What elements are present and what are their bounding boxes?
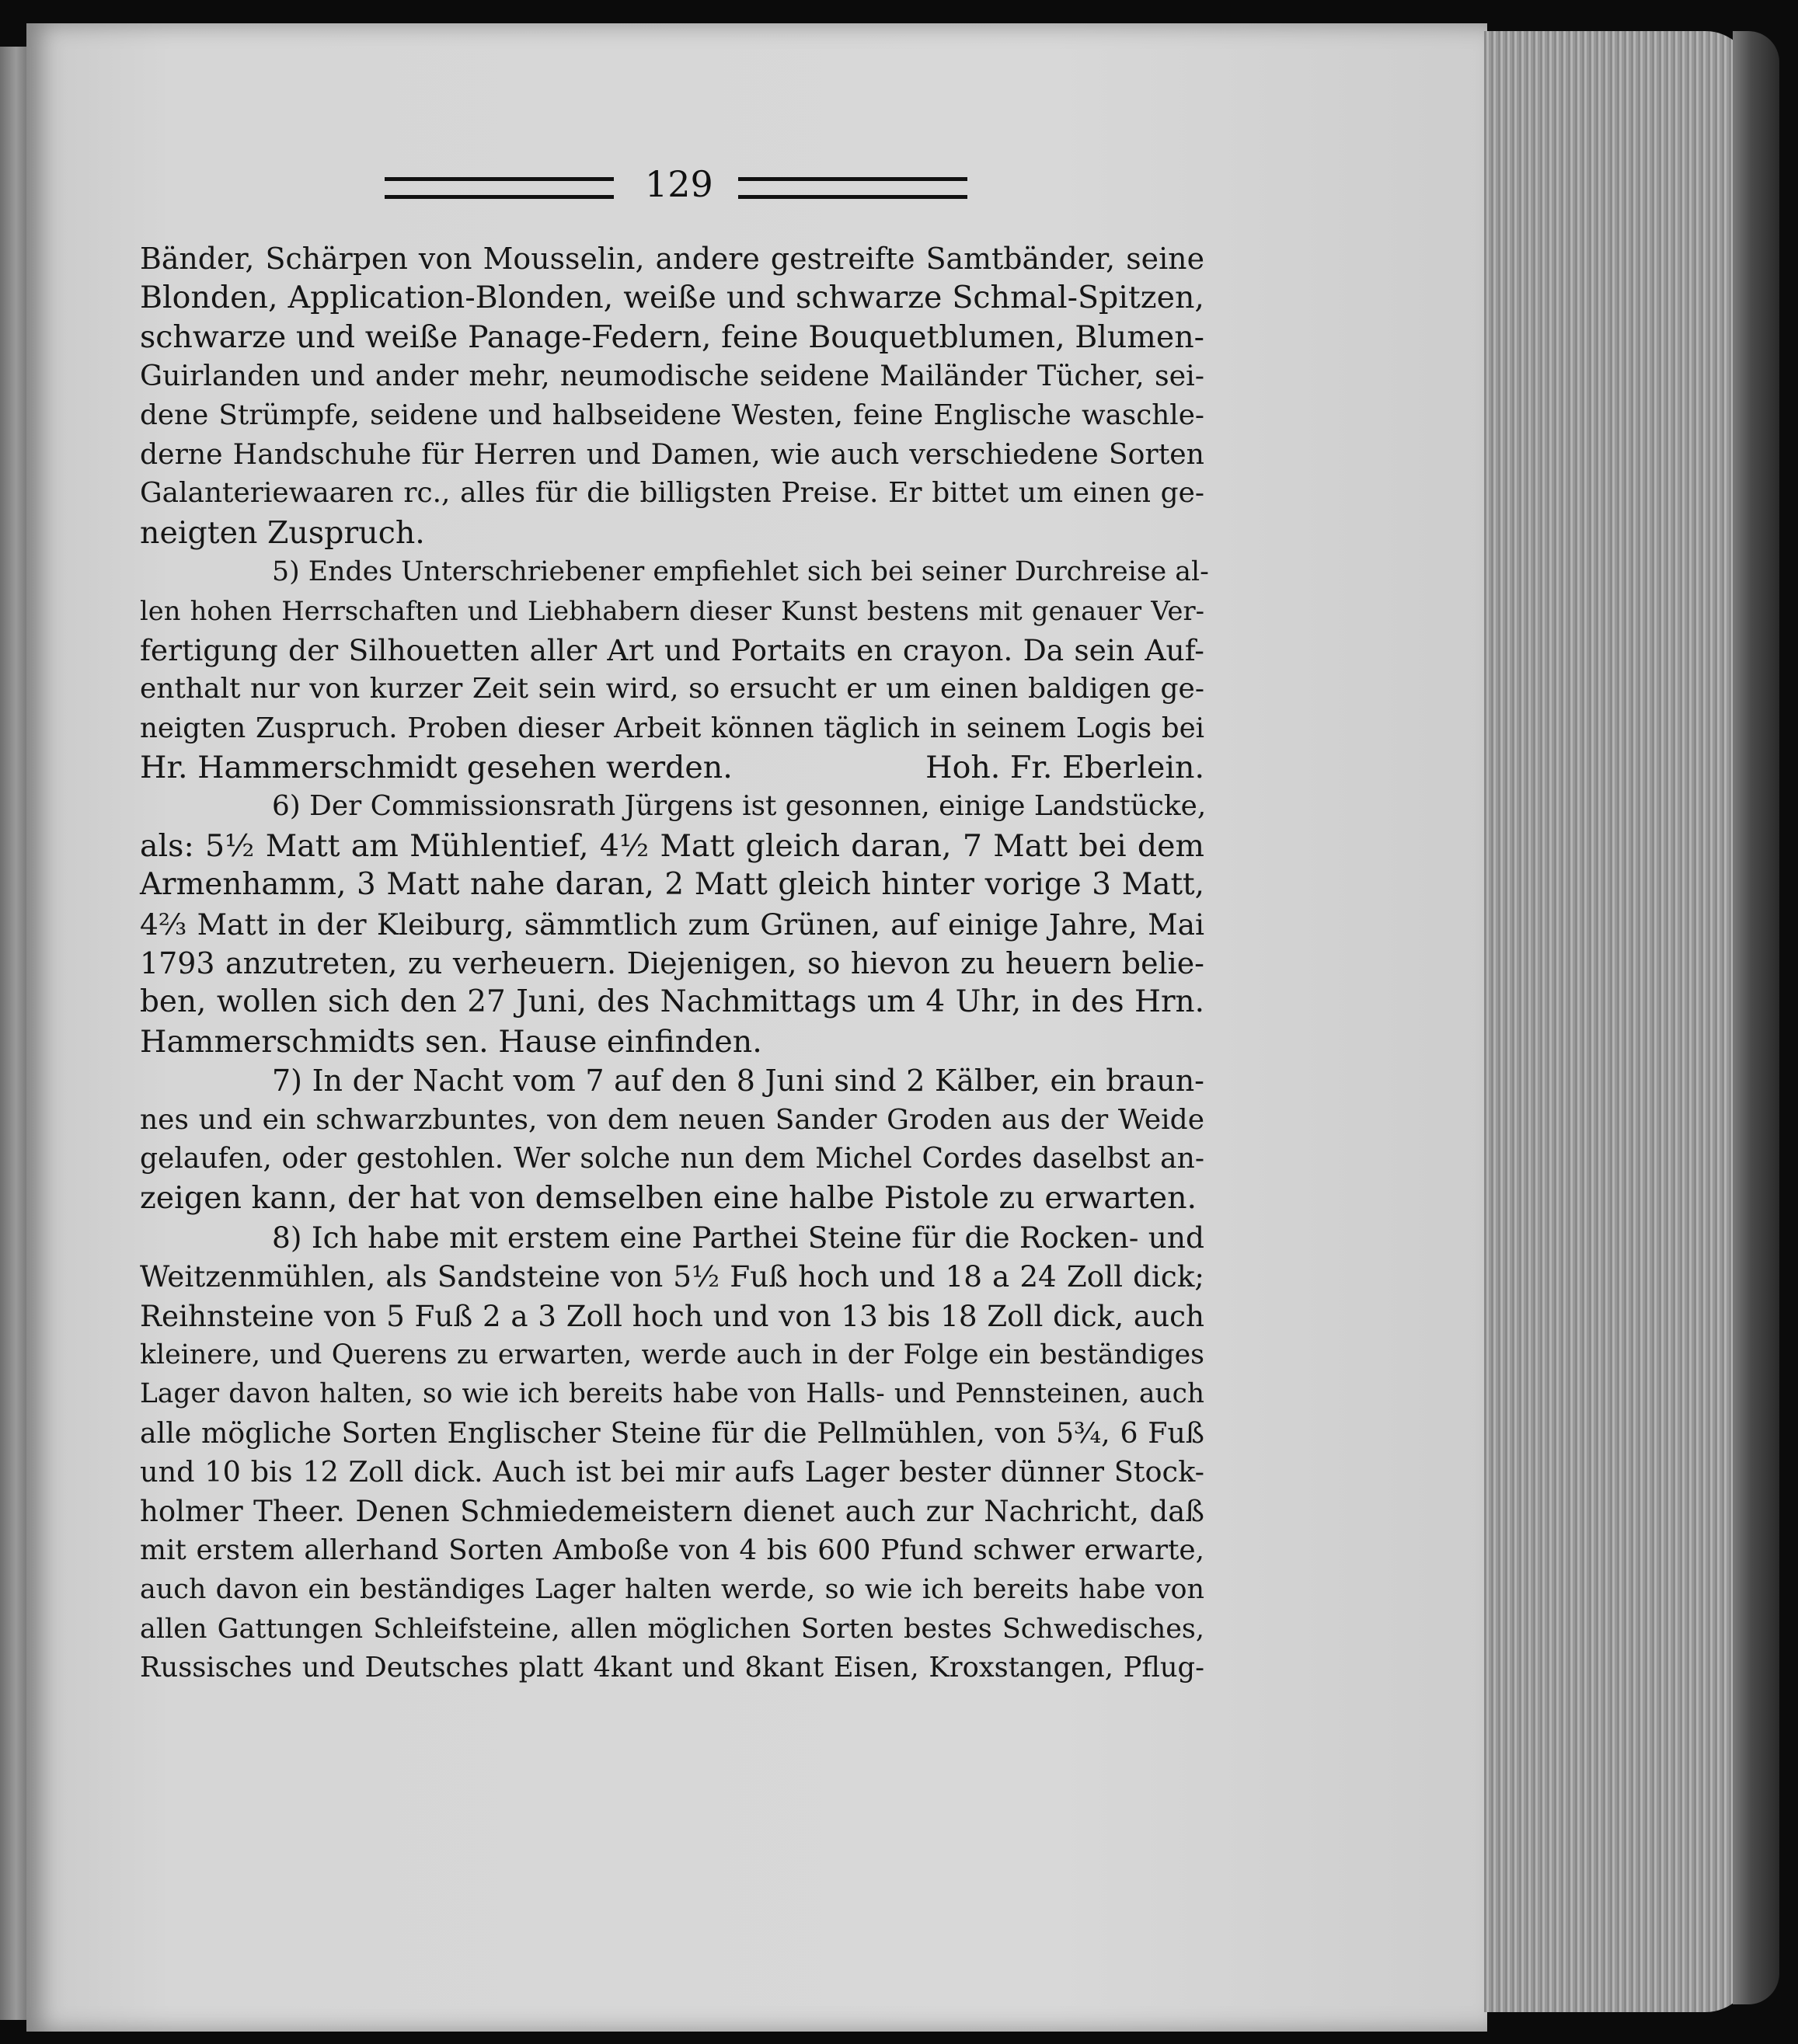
- text-line: Weitzenmühlen, als Sandsteine von 5½ Fuß hoch und 18 a 24 Zoll dick;: [140, 1259, 1204, 1294]
- text-line: Armenhamm, 3 Matt nahe daran, 2 Matt gleich hinter vorige 3 Matt,: [140, 867, 1204, 903]
- text-line: 8) Ich habe mit erstem eine Parthei Steine für die Rocken- und: [272, 1220, 1204, 1255]
- text-line: kleinere, und Querens zu erwarten, werde auch in der Folge ein beständiges: [140, 1339, 1204, 1370]
- text-line: derne Handschuhe für Herren und Damen, wie auch verschiedene Sorten: [140, 437, 1204, 471]
- text-line: als: 5½ Matt am Mühlentief, 4½ Matt gleich daran, 7 Matt bei dem: [140, 827, 1204, 864]
- signature: Hoh. Fr. Eberlein.: [925, 750, 1204, 786]
- text-line: und 10 bis 12 Zoll dick. Auch ist bei mir aufs Lager bester dünner Stock-: [140, 1455, 1204, 1489]
- text-line: gelaufen, oder gestohlen. Wer solche nun dem Michel Cordes daselbst an-: [140, 1142, 1204, 1175]
- text-line: Galanteriewaaren rc., alles für die billigsten Preise. Er bittet um einen ge-: [140, 477, 1204, 510]
- text-line: 4⅔ Matt in der Kleiburg, sämmtlich zum Grünen, auf einige Jahre, Mai: [140, 907, 1204, 942]
- text-line: neigten Zuspruch. Proben dieser Arbeit können täglich in seinem Logis bei: [140, 712, 1204, 744]
- page-number: 129: [645, 163, 713, 205]
- text-line: Guirlanden und ander mehr, neumodische seidene Mailänder Tücher, sei-: [140, 359, 1204, 393]
- text-line: Bänder, Schärpen von Mousselin, andere gestreifte Samtbänder, seine: [140, 242, 1204, 276]
- page-body-text: [140, 239, 1209, 1687]
- text-line: neigten Zuspruch.: [140, 514, 425, 551]
- text-line: dene Strümpfe, seidene und halbseidene Westen, feine Englische waschle-: [140, 399, 1204, 431]
- text-line: 7) In der Nacht vom 7 auf den 8 Juni sind 2 Kälber, ein braun-: [272, 1064, 1204, 1099]
- text-line: Hr. Hammerschmidt gesehen werden.: [140, 750, 733, 786]
- text-line: 1793 anzutreten, zu verheuern. Diejenigen, so hievon zu heuern belie-: [140, 946, 1204, 981]
- text-line: 5) Endes Unterschriebener empfiehlet sich bei seiner Durchreise al-: [272, 556, 1209, 588]
- text-line: Blonden, Application-Blonden, weiße und schwarze Schmal-Spitzen,: [140, 280, 1204, 316]
- page-block-edges: [1484, 31, 1752, 2012]
- text-line: auch davon ein beständiges Lager halten werde, so wie ich bereits habe von: [140, 1574, 1204, 1606]
- text-line: Reihnsteine von 5 Fuß 2 a 3 Zoll hoch und von 13 bis 18 Zoll dick, auch: [140, 1298, 1204, 1333]
- text-line: zeigen kann, der hat von demselben eine halbe Pistole zu erwarten.: [140, 1180, 1197, 1217]
- text-line: 6) Der Commissionsrath Jürgens ist gesonnen, einige Landstücke,: [272, 790, 1207, 823]
- text-line: Lager davon halten, so wie ich bereits habe von Halls- und Pennsteinen, auch: [140, 1378, 1204, 1410]
- text-line: nes und ein schwarzbuntes, von dem neuen Sander Groden aus der Weide: [140, 1103, 1204, 1136]
- text-line: enthalt nur von kurzer Zeit sein wird, so ersucht er um einen baldigen ge-: [140, 673, 1204, 705]
- page-header: [385, 163, 967, 210]
- text-line: Russisches und Deutsches platt 4kant und 8kant Eisen, Kroxstangen, Pflug-: [140, 1652, 1204, 1684]
- book-cover-edge: [1733, 31, 1779, 2004]
- text-line: holmer Theer. Denen Schmiedemeistern dienet auch zur Nachricht, daß: [140, 1494, 1204, 1528]
- header-rule-right: [738, 177, 967, 199]
- text-line: allen Gattungen Schleifsteine, allen möglichen Sorten bestes Schwedisches,: [140, 1613, 1204, 1645]
- text-line: alle mögliche Sorten Englischer Steine für die Pellmühlen, von 5¾, 6 Fuß: [140, 1415, 1204, 1450]
- left-page-edge: [0, 47, 26, 2020]
- text-line: len hohen Herrschaften und Liebhabern dieser Kunst bestens mit genauer Ver-: [140, 595, 1204, 626]
- text-line: ben, wollen sich den 27 Juni, des Nachmittags um 4 Uhr, in des Hrn.: [140, 984, 1204, 1020]
- text-line: schwarze und weiße Panage-Federn, feine Bouquetblumen, Blumen-: [140, 319, 1204, 355]
- text-line: Hammerschmidts sen. Hause einfinden.: [140, 1023, 762, 1060]
- header-rule-left: [385, 177, 614, 199]
- text-line-with-signature: [140, 748, 1204, 787]
- text-line: fertigung der Silhouetten aller Art und Portaits en crayon. Da sein Auf-: [140, 632, 1204, 667]
- text-line: mit erstem allerhand Sorten Amboße von 4 bis 600 Pfund schwer erwarte,: [140, 1534, 1204, 1566]
